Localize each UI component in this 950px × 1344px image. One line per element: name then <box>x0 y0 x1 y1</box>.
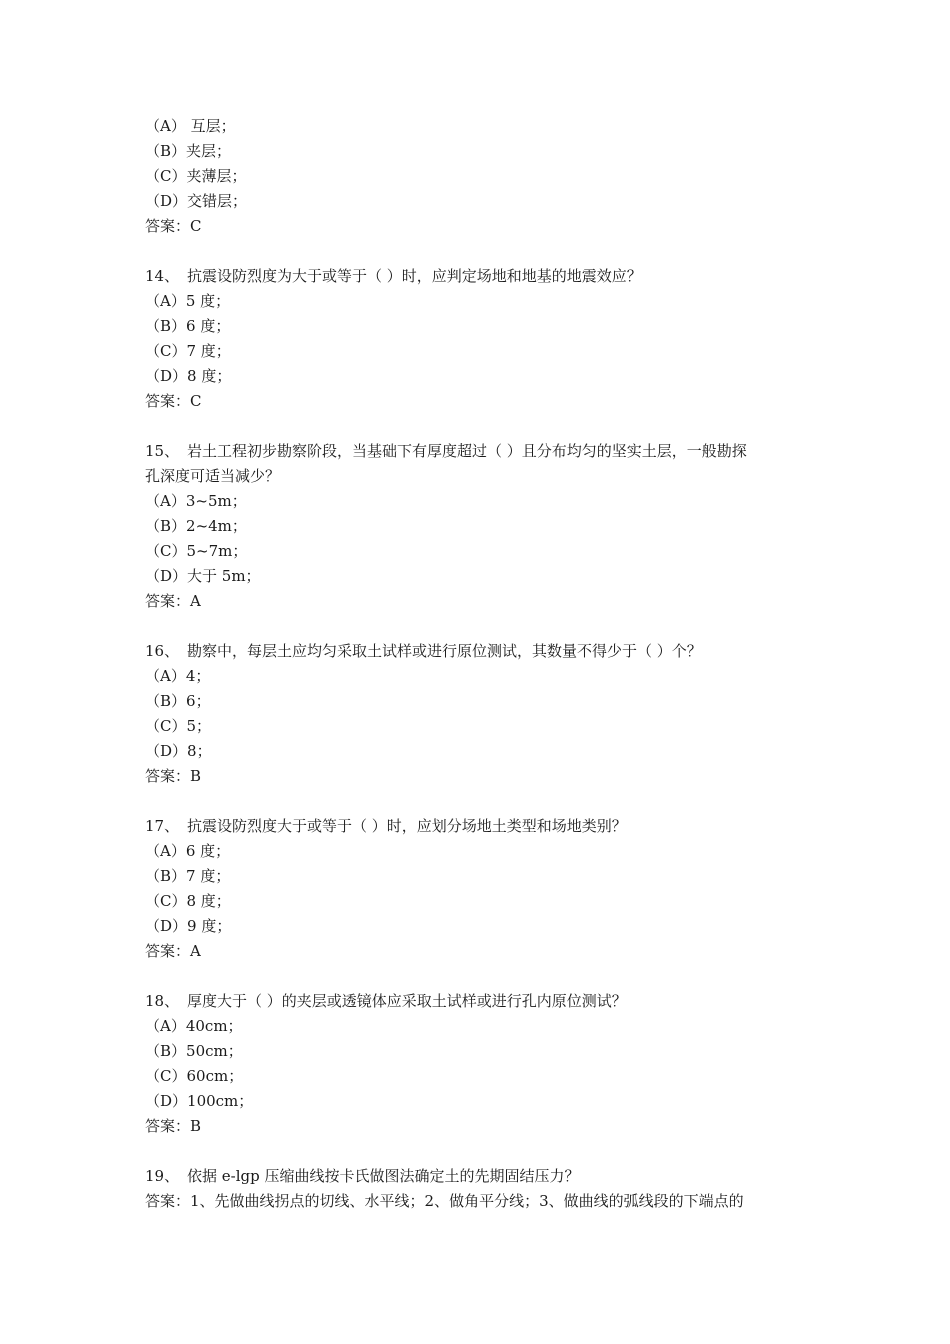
question-19 <box>145 1164 815 1214</box>
question-number: 19、 <box>145 1167 180 1185</box>
option-b: （B）2~4m； <box>145 517 247 535</box>
answer-line: 答案：B <box>145 1117 202 1135</box>
answer-line: 答案：1、先做曲线拐点的切线、水平线；2、做角平分线；3、做曲线的弧线段的下端点的 <box>145 1192 744 1210</box>
answer-line: 答案：A <box>145 592 201 610</box>
question-text: 抗震设防烈度为大于或等于（ ）时，应判定场地和地基的地震效应？ <box>187 267 642 285</box>
option-c: （C）5~7m； <box>145 542 248 560</box>
question-text: 厚度大于（ ）的夹层或透镜体应采取土试样或进行孔内原位测试？ <box>187 992 627 1010</box>
question-stem <box>145 1164 815 1189</box>
question-text: 勘察中，每层土应均匀采取土试样或进行原位测试，其数量不得少于（ ）个？ <box>187 642 702 660</box>
option-a: （A）6 度； <box>145 842 231 860</box>
question-15 <box>145 439 815 614</box>
option-d: （D）9 度； <box>145 917 232 935</box>
option-c: （C）夹薄层； <box>145 167 247 185</box>
option-b: （B）6； <box>145 692 211 710</box>
option-b: （B）50cm； <box>145 1042 243 1060</box>
question-18 <box>145 989 815 1139</box>
option-c: （C）7 度； <box>145 342 231 360</box>
question-number: 14、 <box>145 267 180 285</box>
option-d: （D）大于 5m； <box>145 567 261 585</box>
question-13-fragment <box>145 114 815 239</box>
question-14 <box>145 264 815 414</box>
document-page <box>145 114 815 1214</box>
question-number: 15、 <box>145 442 180 460</box>
question-text-continued: 孔深度可适当减少？ <box>145 467 281 485</box>
option-c: （C）8 度； <box>145 892 231 910</box>
question-number: 17、 <box>145 817 180 835</box>
question-text: 岩土工程初步勘察阶段，当基础下有厚度超过（ ）且分布均匀的坚实土层，一般勘探 <box>187 442 747 460</box>
question-stem <box>145 989 815 1014</box>
answer-line: 答案：A <box>145 942 201 960</box>
question-number: 16、 <box>145 642 180 660</box>
option-d: （D）8 度； <box>145 367 232 385</box>
question-stem <box>145 639 815 664</box>
answer-line: 答案：B <box>145 767 202 785</box>
question-stem <box>145 439 815 464</box>
option-d: （D）8； <box>145 742 212 760</box>
question-number: 18、 <box>145 992 180 1010</box>
option-a: （A）40cm； <box>145 1017 243 1035</box>
question-17 <box>145 814 815 964</box>
question-stem <box>145 264 815 289</box>
question-text: 抗震设防烈度大于或等于（ ）时，应划分场地土类型和场地类别？ <box>187 817 627 835</box>
option-b: （B）6 度； <box>145 317 231 335</box>
answer-line: 答案：C <box>145 392 202 410</box>
option-a: （A）4； <box>145 667 211 685</box>
option-a: （A）3~5m； <box>145 492 247 510</box>
option-c: （C）5； <box>145 717 212 735</box>
option-b: （B）夹层； <box>145 142 232 160</box>
answer-line: 答案：C <box>145 217 202 235</box>
question-text: 依据 e-lgp 压缩曲线按卡氏做图法确定土的先期固结压力？ <box>187 1167 580 1185</box>
question-16 <box>145 639 815 789</box>
option-c: （C）60cm； <box>145 1067 244 1085</box>
option-b: （B）7 度； <box>145 867 231 885</box>
option-a: （A）5 度； <box>145 292 231 310</box>
question-stem <box>145 814 815 839</box>
option-a: （A） 互层； <box>145 117 236 135</box>
option-d: （D）交错层； <box>145 192 248 210</box>
option-d: （D）100cm； <box>145 1092 254 1110</box>
